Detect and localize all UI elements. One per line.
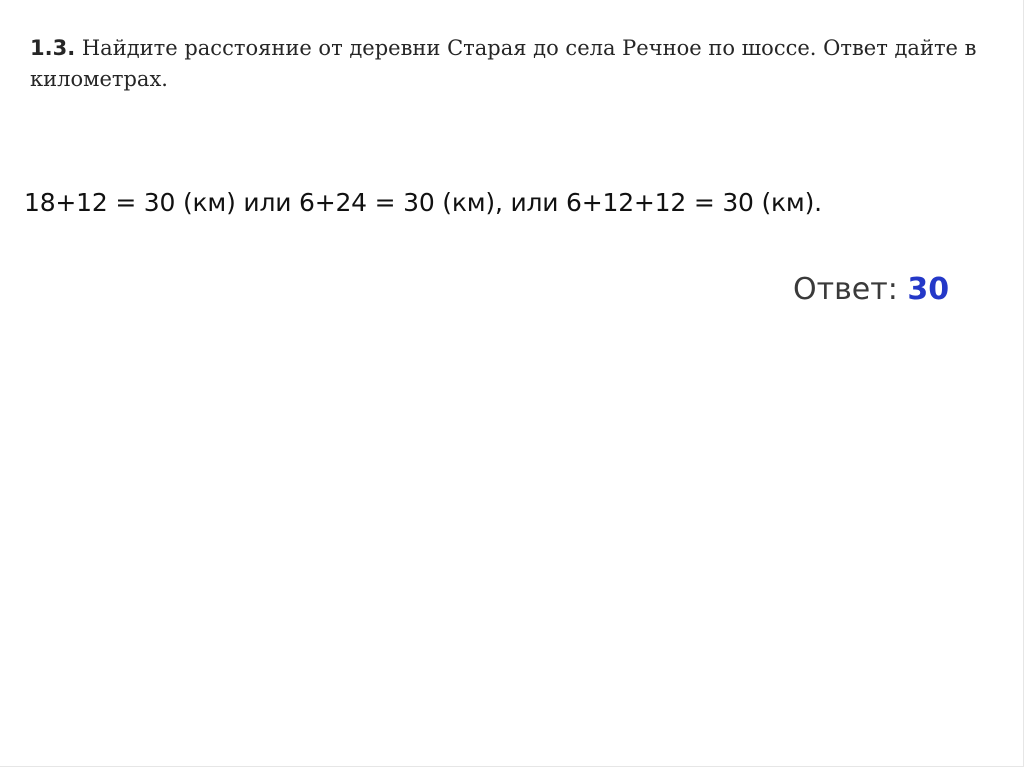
solution-expression-1: 18+12 = 30 (км) <box>24 188 244 217</box>
solution-expression-2: 6+24 = 30 (км), <box>291 188 511 217</box>
answer-line <box>793 270 949 310</box>
problem-number: 1.3. <box>30 36 76 60</box>
solution-expression-3: 6+12+12 = 30 (км). <box>558 188 822 217</box>
answer-label: Ответ: <box>793 272 908 307</box>
problem-statement <box>30 33 1015 95</box>
solution-line <box>24 183 1014 223</box>
answer-value: 30 <box>907 272 950 307</box>
solution-or-2: или <box>510 188 559 217</box>
solution-or-1: или <box>243 188 292 217</box>
problem-text: Найдите расстояние от деревни Старая до села Речное по шоссе. Ответ дайте в километрах. <box>30 36 977 91</box>
